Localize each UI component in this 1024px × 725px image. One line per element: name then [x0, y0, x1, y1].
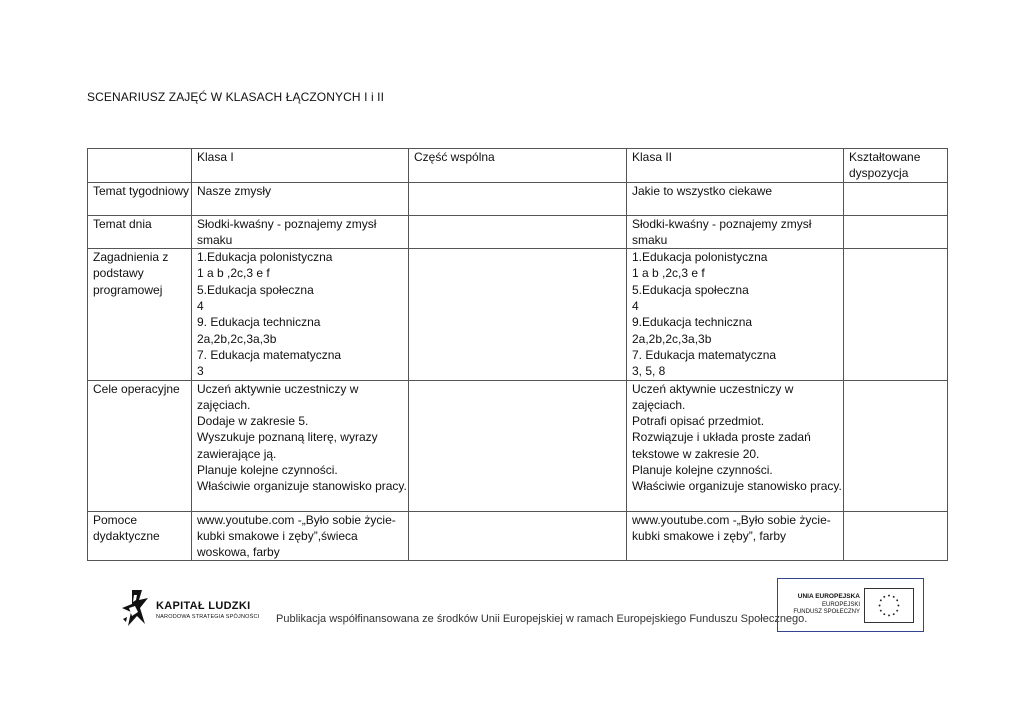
- eu-logo-line-3: FUNDUSZ SPOŁECZNY: [793, 609, 860, 615]
- table-header-row: [88, 149, 948, 183]
- footer-funding-note: Publikacja współfinansowana ze środków Unii Europejskiej w ramach Europejskiego Funduszu Społecznego.: [276, 613, 808, 625]
- cell-klasa-2: Jakie to wszystko ciekawe: [627, 182, 844, 215]
- row-label: Temat dnia: [88, 215, 192, 249]
- cell-dyspozycja: [844, 215, 948, 249]
- cell-dyspozycja: [844, 380, 948, 511]
- header-cell-czesc-wspolna: Część wspólna: [409, 149, 627, 183]
- table-row: [88, 511, 948, 561]
- cell-dyspozycja: [844, 182, 948, 215]
- cell-czesc-wspolna: [409, 380, 627, 511]
- cell-dyspozycja: [844, 511, 948, 561]
- cell-klasa-1: Uczeń aktywnie uczestniczy w zajęciach. Dodaje w zakresie 5. Wyszukuje poznaną literę, wyrazy zawierające ją. Planuje kolejne czynności. Właściwie organizuje stanowisko pracy.: [192, 380, 409, 511]
- cell-czesc-wspolna: [409, 182, 627, 215]
- header-cell-klasa-1: Klasa I: [192, 149, 409, 183]
- table-row: [88, 182, 948, 215]
- eu-logo: [777, 578, 924, 632]
- row-label: Pomoce dydaktyczne: [88, 511, 192, 561]
- cell-czesc-wspolna: [409, 511, 627, 561]
- table-row: [88, 249, 948, 380]
- kapital-ludzki-title: KAPITAŁ LUDZKI: [156, 600, 251, 612]
- cell-dyspozycja: [844, 249, 948, 380]
- row-label: Temat tygodniowy: [88, 182, 192, 215]
- eu-logo-line-2: EUROPEJSKI: [821, 602, 860, 608]
- cell-klasa-1: 1.Edukacja polonistyczna 1 a b ,2c,3 e f 5.Edukacja społeczna 4 9. Edukacja techniczna 2a,2b,2c,3a,3b 7. Edukacja matematyczna 3: [192, 249, 409, 380]
- cell-klasa-1: Słodki-kwaśny - poznajemy zmysł smaku: [192, 215, 409, 249]
- table-row: [88, 380, 948, 511]
- cell-klasa-1: www.youtube.com -„Było sobie życie- kubki smakowe i zęby”,świeca woskowa, farby: [192, 511, 409, 561]
- lesson-plan-table: [87, 148, 948, 561]
- cell-czesc-wspolna: [409, 249, 627, 380]
- cell-klasa-2: Uczeń aktywnie uczestniczy w zajęciach. Potrafi opisać przedmiot. Rozwiązuje i układa proste zadań tekstowe w zakresie 20. Planuje kolejne czynności. Właściwie organizuje stanowisko pracy.: [627, 380, 844, 511]
- header-cell-empty: [88, 149, 192, 183]
- cell-czesc-wspolna: [409, 215, 627, 249]
- eu-logo-line-1: UNIA EUROPEJSKA: [797, 593, 860, 600]
- kapital-ludzki-subtitle: NARODOWA STRATEGIA SPÓJNOŚCI: [156, 614, 260, 620]
- cell-klasa-2: Słodki-kwaśny - poznajemy zmysł smaku: [627, 215, 844, 249]
- table-row: [88, 215, 948, 249]
- cell-klasa-2: 1.Edukacja polonistyczna 1 a b ,2c,3 e f 5.Edukacja społeczna 4 9.Edukacja techniczna 2a,2b,2c,3a,3b 7. Edukacja matematyczna 3, 5, 8: [627, 249, 844, 380]
- cell-klasa-1: Nasze zmysły: [192, 182, 409, 215]
- row-label: Zagadnienia z podstawy programowej: [88, 249, 192, 380]
- header-cell-klasa-2: Klasa II: [627, 149, 844, 183]
- eu-flag-icon: [864, 588, 914, 623]
- row-label: Cele operacyjne: [88, 380, 192, 511]
- header-cell-dyspozycja: Kształtowane dyspozycja: [844, 149, 948, 183]
- document-title: SCENARIUSZ ZAJĘĆ W KLASACH ŁĄCZONYCH I i II: [87, 90, 385, 104]
- kapital-ludzki-emblem-icon: [122, 590, 148, 626]
- cell-klasa-2: www.youtube.com -„Było sobie życie- kubki smakowe i zęby”, farby: [627, 511, 844, 561]
